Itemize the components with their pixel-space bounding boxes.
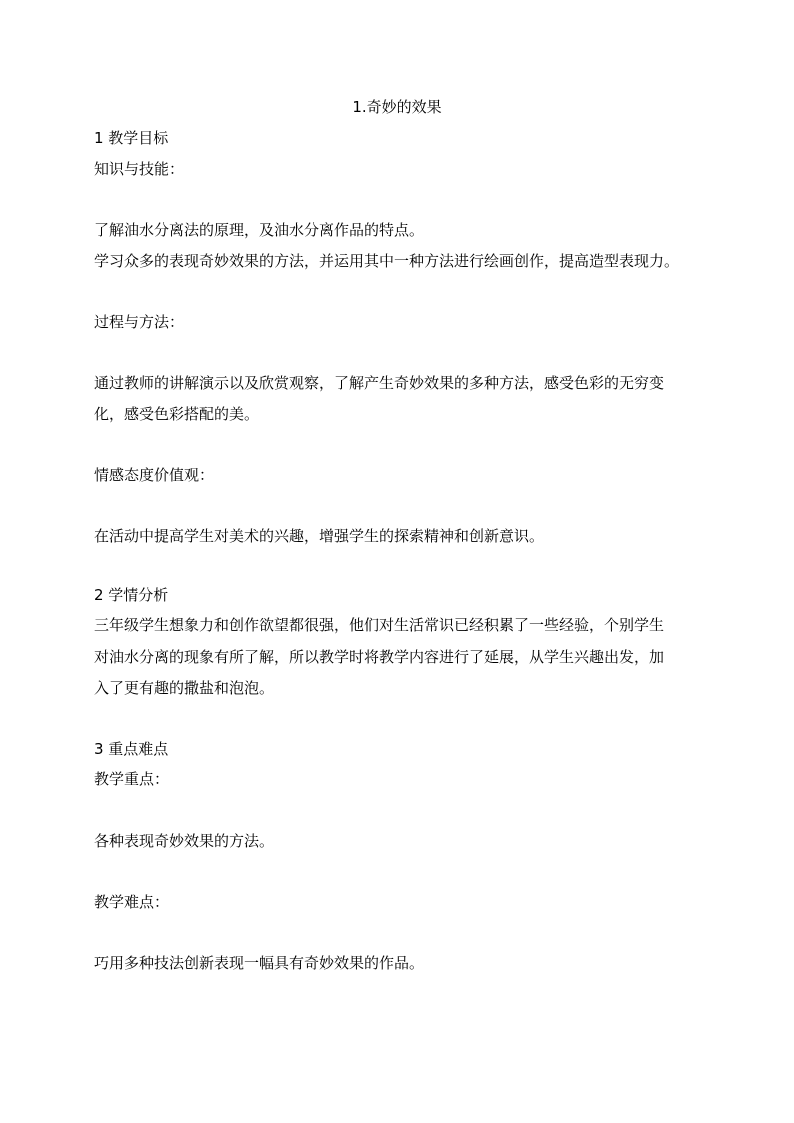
paragraph-analysis-line-2: 对油水分离的现象有所了解，所以教学时将教学内容进行了延展，从学生兴趣出发，加	[94, 648, 665, 666]
subheading-process: 过程与方法：	[94, 313, 185, 331]
paragraph-process-line-1: 通过教师的讲解演示以及欣赏观察，了解产生奇妙效果的多种方法，感受色彩的无穷变	[94, 374, 665, 392]
subheading-difficulty: 教学难点：	[94, 893, 170, 911]
subheading-focus: 教学重点：	[94, 770, 170, 788]
paragraph-process-line-2: 化，感受色彩搭配的美。	[94, 405, 260, 423]
paragraph-analysis-line-1: 三年级学生想象力和创作欲望都很强，他们对生活常识已经积累了一些经验，个别学生	[94, 616, 665, 634]
section-heading-key-points: 3 重点难点	[94, 740, 169, 758]
document-title: 1.奇妙的效果	[352, 98, 442, 116]
paragraph-knowledge-2: 学习众多的表现奇妙效果的方法，并运用其中一种方法进行绘画创作，提高造型表现力。	[94, 252, 680, 270]
paragraph-analysis-line-3: 入了更有趣的撒盐和泡泡。	[94, 679, 275, 697]
subheading-knowledge: 知识与技能：	[94, 160, 185, 178]
paragraph-focus: 各种表现奇妙效果的方法。	[94, 832, 275, 850]
paragraph-knowledge-1: 了解油水分离法的原理，及油水分离作品的特点。	[94, 221, 425, 239]
paragraph-emotion: 在活动中提高学生对美术的兴趣，增强学生的探索精神和创新意识。	[94, 527, 545, 545]
section-heading-objectives: 1 教学目标	[94, 129, 169, 147]
subheading-emotion: 情感态度价值观：	[94, 466, 215, 484]
paragraph-difficulty: 巧用多种技法创新表现一幅具有奇妙效果的作品。	[94, 954, 425, 972]
section-heading-analysis: 2 学情分析	[94, 586, 169, 604]
